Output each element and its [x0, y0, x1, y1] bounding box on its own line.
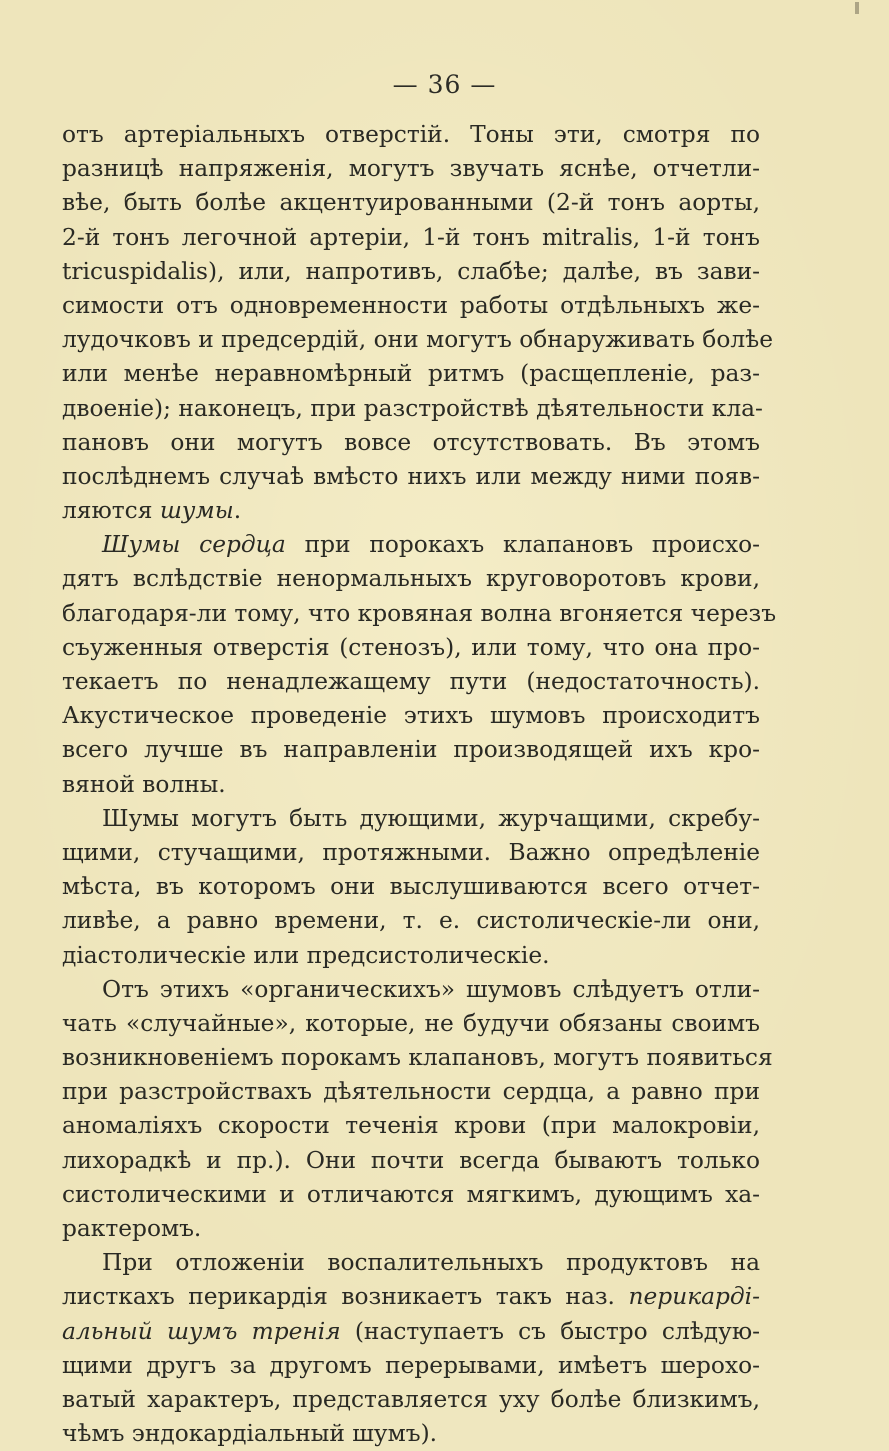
text-run: листкахъ перикардія возникаетъ такъ наз. — [62, 1283, 629, 1311]
italic-term: альный шумъ тренія — [62, 1317, 341, 1345]
text-line: 2-й тонъ легочной артеріи, 1-й тонъ mitralis, 1-й тонъ — [62, 223, 760, 251]
text-line: чѣмъ эндокардіальный шумъ). — [62, 1420, 438, 1448]
text-line: При отложеніи воспалительныхъ продуктовъ на — [102, 1249, 760, 1277]
text-line: ватый характеръ, представляется уху болѣе близкимъ, — [62, 1385, 760, 1413]
text-line: возникновеніемъ порокамъ клапановъ, могутъ появиться — [62, 1044, 773, 1072]
text-line — [62, 528, 760, 562]
text-run: (наступаетъ съ быстро слѣдую- — [340, 1317, 760, 1345]
text-line: Акустическое проведеніе этихъ шумовъ происходитъ — [62, 702, 760, 730]
text-line — [62, 494, 760, 528]
text-line: Шумы могутъ быть дующими, журчащими, скребу- — [102, 804, 760, 832]
text-line: при разстройствахъ дѣятельности сердца, а равно при — [62, 1078, 760, 1106]
page-edge-mark — [855, 2, 859, 14]
text-line: аномаліяхъ скорости теченія крови (при малокровіи, — [62, 1112, 760, 1140]
text-line: или менѣе неравномѣрный ритмъ (расщепленіе, раз- — [62, 360, 760, 388]
text-line: Отъ этихъ «органическихъ» шумовъ слѣдуетъ отли- — [102, 975, 760, 1003]
italic-term: перикарді- — [628, 1283, 760, 1311]
text-line: чать «случайные», которые, не будучи обязаны своимъ — [62, 1009, 760, 1037]
text-line: пановъ они могутъ вовсе отсутствовать. Въ этомъ — [62, 428, 760, 456]
text-line: вѣе, быть болѣе акцентуированными (2-й тонъ аорты, — [62, 189, 760, 217]
text-line: щими другъ за другомъ перерывами, имѣетъ шерохо- — [62, 1351, 760, 1379]
text-line: симости отъ одновременности работы отдѣльныхъ же- — [62, 291, 760, 319]
text-run: при порокахъ клапановъ происхо- — [285, 531, 761, 559]
text-line: мѣста, въ которомъ они выслушиваются всего отчет- — [62, 873, 760, 901]
text-line: лудочковъ и предсердій, они могутъ обнаруживать болѣе — [62, 326, 773, 354]
text-line: съуженныя отверстія (стенозъ), или тому, что она про- — [62, 633, 760, 661]
text-line: текаетъ по ненадлежащему пути (недостаточность). — [62, 668, 760, 695]
text-line: лихорадкѣ и пр.). Они почти всегда бываютъ только — [62, 1146, 760, 1174]
text-line: ливѣе, а равно времени, т. е. систолическіе-ли они, — [62, 907, 760, 935]
text-line: разницѣ напряженія, могутъ звучать яснѣе, отчетли- — [62, 155, 760, 183]
italic-term: шумы — [159, 497, 234, 525]
text-line — [62, 1280, 760, 1314]
text-line: отъ артеріальныхъ отверстій. Тоны эти, смотря по — [62, 121, 760, 148]
text-line — [62, 1315, 760, 1349]
text-line: всего лучше въ направленіи производящей ихъ кро- — [62, 736, 760, 764]
text-line: систолическими и отличаются мягкимъ, дующимъ ха- — [62, 1180, 760, 1208]
page-number: — 36 — — [392, 70, 497, 99]
text-line: благодаря-ли тому, что кровяная волна вгоняется черезъ — [62, 599, 777, 627]
text-run: . — [233, 497, 242, 525]
text-line: двоеніе); наконецъ, при разстройствѣ дѣятельности кла- — [62, 394, 763, 422]
text-line: рактеромъ. — [62, 1215, 202, 1242]
text-line: дятъ вслѣдствіе ненормальныхъ круговоротовъ крови, — [62, 565, 760, 593]
text-line: діастолическіе или предсистолическіе. — [62, 941, 550, 969]
italic-term: Шумы сердца — [102, 531, 286, 559]
text-run: ляются — [62, 497, 160, 525]
text-line: послѣднемъ случаѣ вмѣсто нихъ или между ними появ- — [62, 462, 760, 490]
text-line: вяной волны. — [62, 770, 226, 798]
text-line: tricuspidalis), или, напротивъ, слабѣе; далѣе, въ зави- — [62, 257, 760, 285]
text-line: щими, стучащими, протяжными. Важно опредѣленіе — [62, 838, 760, 866]
page-body-text — [62, 118, 777, 1451]
